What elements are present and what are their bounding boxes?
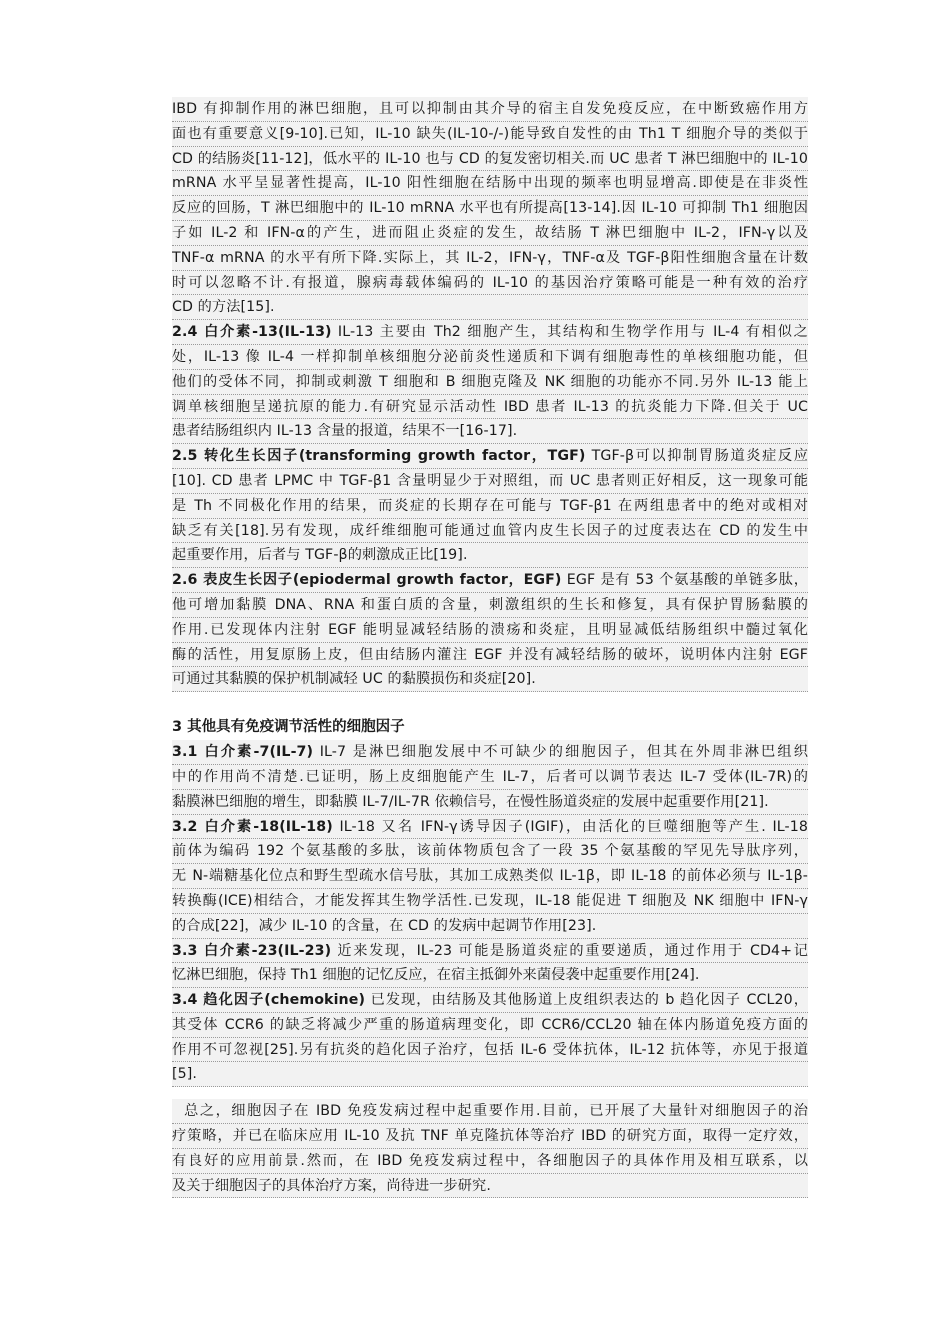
section-heading-3-4: 3.4 趋化因子(chemokine): [172, 992, 366, 1009]
paragraph-egf: [172, 568, 808, 692]
text-line: 作用不可忽视[25].另有抗炎的趋化因子治疗，包括 IL-6 受体抗体，IL-12 抗体等，亦见于报道: [172, 1038, 808, 1063]
text-line: 酶的活性，用复原肠上皮，但由结肠内灌注 EGF 并没有减轻结肠的破坏，说明体内注射 EGF: [172, 643, 808, 668]
paragraph-gap: [172, 1087, 808, 1099]
text-span: 近来发现，IL-23 可能是肠道炎症的重要递质，通过作用于 CD4+记: [337, 942, 808, 959]
text-line: 忆淋巴细胞，保持 Th1 细胞的记忆反应，在宿主抵御外来菌侵袭中起重要作用[24].: [172, 963, 808, 988]
text-line: mRNA 水平呈显著性提高，IL-10 阳性细胞在结肠中出现的频率也明显增高.即使是在非炎性: [172, 171, 808, 196]
text-line: [172, 988, 808, 1013]
text-line: CD 的结肠炎[11-12]，低水平的 IL-10 也与 CD 的复发密切相关.而 UC 患者 T 淋巴细胞中的 IL-10: [172, 147, 808, 172]
text-line: [172, 939, 808, 964]
text-line: 作用.已发现体内注射 EGF 能明显减轻结肠的溃疡和炎症，且明显减低结肠组织中髓过氧化: [172, 618, 808, 643]
text-line: 黏膜淋巴细胞的增生，即黏膜 IL-7/IL-7R 依赖信号，在慢性肠道炎症的发展中起重要作用[21].: [172, 790, 808, 815]
text-line: 中的作用尚不清楚.已证明，肠上皮细胞能产生 IL-7，后者可以调节表达 IL-7 受体(IL-7R)的: [172, 765, 808, 790]
section-heading-2-5: 2.5 转化生长因子(transforming growth factor，TGF): [172, 448, 586, 465]
text-line: 他可增加黏膜 DNA、RNA 和蛋白质的含量，刺激组织的生长和修复，具有保护胃肠黏膜的: [172, 593, 808, 618]
text-line: 反应的回肠，T 淋巴细胞中的 IL-10 mRNA 水平也有所提高[13-14].因 IL-10 可抑制 Th1 细胞因: [172, 196, 808, 221]
text-span: EGF 是有 53 个氨基酸的单链多肽，: [566, 572, 808, 589]
text-span: IL-13 主要由 Th2 细胞产生，其结构和生物学作用与 IL-4 有相似之: [337, 324, 808, 341]
text-span: 已发现，由结肠及其他肠道上皮组织表达的 b 趋化因子 CCL20，: [370, 992, 808, 1009]
text-span: IL-18 又名 IFN-γ诱导因子(IGIF)，由活化的巨噬细胞等产生. IL-18: [339, 818, 808, 835]
text-line: IBD 有抑制作用的淋巴细胞，且可以抑制由其介导的宿主自发免疫反应，在中断致癌作用方: [172, 97, 808, 122]
text-line: 前体为编码 192 个氨基酸的多肽，该前体物质包含了一段 35 个氨基酸的罕见先导肽序列，: [172, 839, 808, 864]
document-page: [172, 97, 808, 1198]
paragraph-gap: [172, 692, 808, 714]
text-line: 可通过其黏膜的保护机制减轻 UC 的黏膜损伤和炎症[20].: [172, 667, 808, 692]
text-line: 转换酶(ICE)相结合，才能发挥其生物学活性.已发现，IL-18 能促进 T 细胞及 NK 细胞中 IFN-γ: [172, 889, 808, 914]
text-line: [172, 815, 808, 840]
section-heading-3-1: 3.1 白介素-7(IL-7): [172, 744, 314, 761]
text-span: IL-7 是淋巴细胞发展中不可缺少的细胞因子，但其在外周非淋巴组织: [319, 744, 808, 761]
section-heading-2-6: 2.6 表皮生长因子(epiodermal growth factor，EGF): [172, 572, 562, 589]
text-span: TGF-β可以抑制胃肠道炎症反应: [591, 448, 808, 465]
paragraph-il13: [172, 320, 808, 444]
text-line: 他们的受体不同，抑制或刺激 T 细胞和 B 细胞克隆及 NK 细胞的功能亦不同.另外 IL-13 能上: [172, 370, 808, 395]
paragraph-il10: [172, 97, 808, 320]
paragraph-il18: [172, 815, 808, 939]
paragraph-chemokine: [172, 988, 808, 1087]
text-line: [172, 444, 808, 469]
section-heading-3-2: 3.2 白介素-18(IL-18): [172, 818, 333, 835]
text-line: 调单核细胞呈递抗原的能力.有研究显示活动性 IBD 患者 IL-13 的抗炎能力下降.但关于 UC: [172, 395, 808, 420]
paragraph-il7: [172, 740, 808, 814]
text-line: 时可以忽略不计.有报道，腺病毒载体编码的 IL-10 的基因治疗策略可能是一种有效的治疗: [172, 271, 808, 296]
text-line: 疗策略，并已在临床应用 IL-10 及抗 TNF 单克隆抗体等治疗 IBD 的研究方面，取得一定疗效，: [172, 1124, 808, 1149]
text-line: 患者结肠组织内 IL-13 含量的报道，结果不一[16-17].: [172, 419, 808, 444]
text-line: 处，IL-13 像 IL-4 一样抑制单核细胞分泌前炎性递质和下调有细胞毒性的单核细胞功能，但: [172, 345, 808, 370]
text-line: TNF-α mRNA 的水平有所下降.实际上，其 IL-2，IFN-γ，TNF-α及 TGF-β阳性细胞含量在计数: [172, 246, 808, 271]
text-line: 的合成[22]，减少 IL-10 的含量，在 CD 的发病中起调节作用[23].: [172, 914, 808, 939]
section-heading-2-4: 2.4 白介素-13(IL-13): [172, 324, 332, 341]
text-line: 是 Th 不同极化作用的结果，而炎症的长期存在可能与 TGF-β1 在两组患者中的绝对或相对: [172, 494, 808, 519]
text-line: [172, 320, 808, 345]
section-3-title: 3 其他具有免疫调节活性的细胞因子: [172, 719, 405, 736]
text-line: [10]. CD 患者 LPMC 中 TGF-β1 含量明显少于对照组，而 UC 患者则正好相反，这一现象可能: [172, 469, 808, 494]
paragraph-il23: [172, 939, 808, 989]
text-line: 有良好的应用前景.然而，在 IBD 免疫发病过程中，各细胞因子的具体作用及相互联系，以: [172, 1149, 808, 1174]
section-heading-3-3: 3.3 白介素-23(IL-23): [172, 942, 332, 959]
text-line: 缺乏有关[18].另有发现，成纤维细胞可能通过血管内皮生长因子的过度表达在 CD 的发生中: [172, 519, 808, 544]
text-line: 总之，细胞因子在 IBD 免疫发病过程中起重要作用.目前，已开展了大量针对细胞因子的治: [172, 1099, 808, 1124]
text-line: 面也有重要意义[9-10].已知，IL-10 缺失(IL-10-/-)能导致自发性的由 Th1 T 细胞介导的类似于: [172, 122, 808, 147]
text-line: 起重要作用，后者与 TGF-β的刺激成正比[19].: [172, 543, 808, 568]
text-line: 无 N-端糖基化位点和野生型疏水信号肽，其加工成熟类似 IL-1β，即 IL-18 的前体必须与 IL-1β-: [172, 864, 808, 889]
text-line: [172, 740, 808, 765]
text-line: [172, 568, 808, 593]
text-line: 及关于细胞因子的具体治疗方案，尚待进一步研究.: [172, 1174, 808, 1199]
paragraph-tgf: [172, 444, 808, 568]
text-line: 其受体 CCR6 的缺乏将减少严重的肠道病理变化，即 CCR6/CCL20 轴在体内肠道免疫方面的: [172, 1013, 808, 1038]
text-line: [5].: [172, 1062, 808, 1087]
text-line: 子如 IL-2 和 IFN-α的产生，进而阻止炎症的发生，故结肠 T 淋巴细胞中 IL-2，IFN-γ以及: [172, 221, 808, 246]
paragraph-summary: [172, 1099, 808, 1198]
text-line: CD 的方法[15].: [172, 295, 808, 320]
